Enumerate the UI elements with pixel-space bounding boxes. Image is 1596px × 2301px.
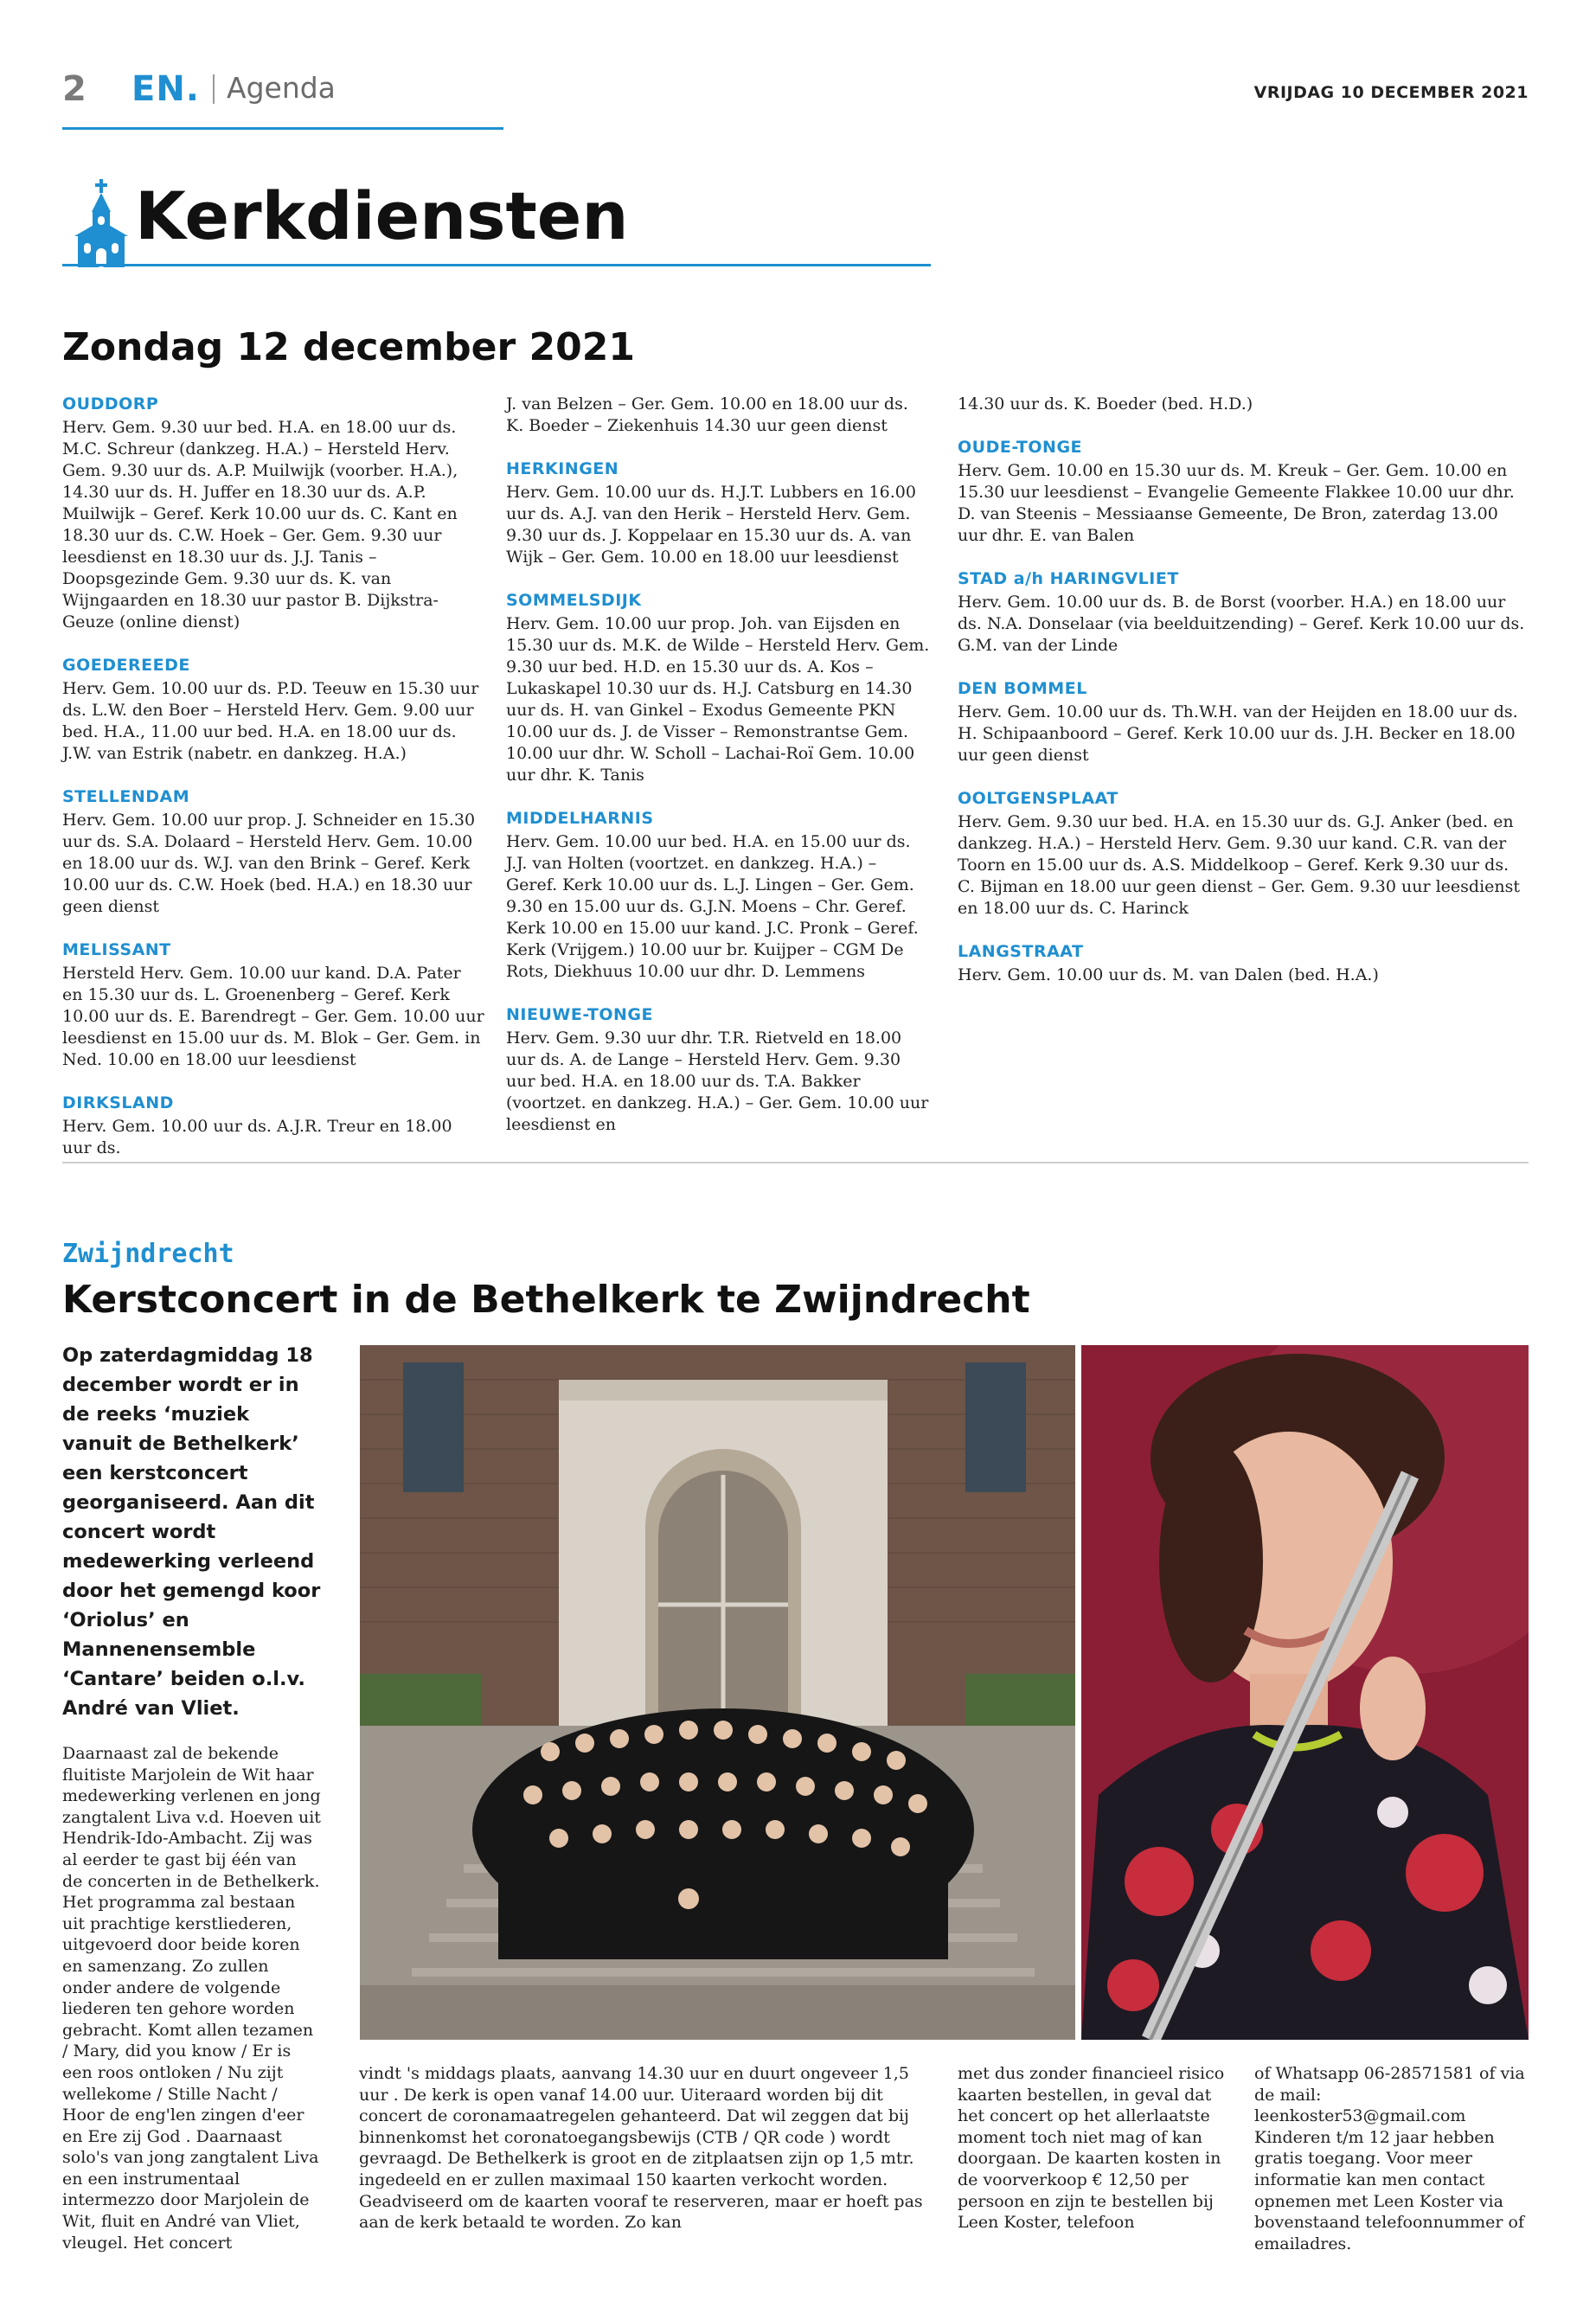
- place-heading: HERKINGEN: [506, 459, 619, 478]
- service-text: Herv. Gem. 10.00 en 15.30 uur ds. M. Kreuk – Ger. Gem. 10.00 en 15.30 uur leesdienst – Evangelie Gemeente Flakkee 10.00 uur dhr. D. van Steenis – Messiaanse Gemeente, De Bron, zaterdag 13.00 uur dhr. E. van Balen: [958, 461, 1515, 545]
- flutist-photo: [1081, 1345, 1529, 2040]
- issue-date: VRIJDAG 10 DECEMBER 2021: [1253, 83, 1529, 102]
- section-divider: [62, 1162, 1529, 1163]
- place-heading: GOEDEREEDE: [62, 656, 190, 675]
- service-text: Herv. Gem. 9.30 uur bed. H.A. en 15.30 uur ds. G.J. Anker (bed. en dankzeg. H.A.) – Hersteld Herv. Gem. 9.30 uur kand. C.R. van der Toorn en 15.00 uur ds. A.S. Middelkoop – Geref. Kerk 9.30 uur ds. C. Bijman en 18.00 uur geen dienst – Ger. Gem. 9.30 uur leesdienst en 18.00 uur ds. C. Harinck: [958, 812, 1521, 918]
- service-text: Herv. Gem. 10.00 uur ds. A.J.R. Treur en 18.00 uur ds.: [62, 1117, 452, 1157]
- header-rule: [62, 127, 503, 130]
- day-heading: Zondag 12 december 2021: [62, 325, 635, 369]
- article-body-col3: met dus zonder financieel risico kaarten bestellen, in geval dat het concert op het allerlaatste moment toch niet mag of kan doorgaan. De kaarten kosten in de voorverkoop € 12,50 per persoon en zijn te bestellen bij Leen Koster, telefoon: [958, 2064, 1225, 2233]
- article-kicker: Zwijndrecht: [62, 1239, 234, 1269]
- service-text: J. van Belzen – Ger. Gem. 10.00 en 18.00 uur ds. K. Boeder – Ziekenhuis 14.30 uur geen dienst: [506, 394, 908, 435]
- article-body-col1: Daarnaast zal de bekende fluitiste Marjolein de Wit haar medewerking verlenen en jong zangtalent Liva v.d. Hoeven uit Hendrik-Ido-Ambacht. Zij was al eerder te gast bij één van de concerten in de Bethelkerk. Het programma zal bestaan uit prachtige kerstliederen, uitgevoerd door beide koren en samenzang. Zo zullen onder andere de volgende liederen ten gehore worden gebracht. Komt allen tezamen / Mary, did you know / Er is een roos ontloken / Nu zijt wellekome / Stille Nacht / Hoor de eng'len zingen d'eer en Ere zij God . Daarnaast solo's van jong zangtalent Liva en een instrumentaal intermezzo door Marjolein de Wit, fluit en André van Vliet, vleugel. Het concert: [62, 1744, 321, 2253]
- service-text: Herv. Gem. 10.00 uur ds. B. de Borst (voorber. H.A.) en 18.00 uur ds. N.A. Donselaar (via beelduitzending) – Geref. Kerk 10.00 uur ds. G.M. van der Linde: [958, 593, 1525, 655]
- choir-photo: [360, 1345, 1075, 2040]
- service-text: Hersteld Herv. Gem. 10.00 uur kand. D.A. Pater en 15.30 uur ds. L. Groenenberg – Geref. Kerk 10.00 uur ds. E. Barendregt – Ger. Gem. 10.00 uur leesdienst en 15.00 uur ds. M. Blok – Ger. Gem. in Ned. 10.00 en 18.00 uur leesdienst: [62, 964, 484, 1069]
- article-title: Kerstconcert in de Bethelkerk te Zwijndrecht: [62, 1278, 1030, 1322]
- service-text: Herv. Gem. 10.00 uur ds. H.J.T. Lubbers en 16.00 uur ds. A.J. van den Herik – Hersteld Herv. Gem. 9.30 uur ds. J. Koppelaar en 15.30 uur ds. A. van Wijk – Ger. Gem. 10.00 en 18.00 uur leesdienst: [506, 483, 916, 567]
- place-heading: OUDE-TONGE: [958, 438, 1083, 457]
- place-heading: OOLTGENSPLAAT: [958, 789, 1118, 808]
- place-heading: DIRKSLAND: [62, 1093, 174, 1112]
- church-icon: [73, 179, 130, 267]
- services-column-1: [62, 394, 486, 1159]
- service-text: Herv. Gem. 10.00 uur prop. J. Schneider en 15.30 uur ds. S.A. Dolaard – Hersteld Herv. Gem. 10.00 en 18.00 uur ds. W.J. van den Brink – Geref. Kerk 10.00 uur ds. C.W. Hoek (bed. H.A.) en 18.30 uur geen dienst: [62, 811, 476, 916]
- place-heading: LANGSTRAAT: [958, 942, 1084, 961]
- service-text: Herv. Gem. 10.00 uur ds. P.D. Teeuw en 15.30 uur ds. L.W. den Boer – Hersteld Herv. Gem. 9.00 uur bed. H.A., 11.00 uur bed. H.A. en 18.00 uur ds. J.W. van Estrik (nabetr. en dankzeg. H.A.): [62, 679, 479, 763]
- service-text: Herv. Gem. 10.00 uur ds. M. van Dalen (bed. H.A.): [958, 965, 1379, 984]
- article-body-col4: of Whatsapp 06-28571581 of via de mail: leenkoster53@gmail.com Kinderen t/m 12 jaar hebben gratis toegang. Voor meer informatie kan men contact opnemen met Leen Koster via bovenstaand telefoonnummer of emailadres.: [1254, 2064, 1525, 2253]
- place-heading: MELISSANT: [62, 940, 171, 959]
- service-text: Herv. Gem. 10.00 uur ds. Th.W.H. van der Heijden en 18.00 uur ds. H. Schipaanboord – Geref. Kerk 10.00 uur ds. J.H. Becker en 18.00 uur geen dienst: [958, 702, 1518, 765]
- place-heading: OUDDORP: [62, 394, 159, 413]
- service-text: Herv. Gem. 9.30 uur bed. H.A. en 18.00 uur ds. M.C. Schreur (dankzeg. H.A.) – Hersteld Herv. Gem. 9.30 uur ds. A.P. Muilwijk (voorber. H.A.), 14.30 uur ds. H. Juffer en 18.30 uur ds. A.P. Muilwijk – Geref. Kerk 10.00 uur ds. C. Kant en 18.30 uur ds. C.W. Hoek – Ger. Gem. 9.30 uur leesdienst en 18.30 uur ds. J.J. Tanis – Doopsgezinde Gem. 9.30 uur ds. K. van Wijngaarden en 18.30 uur pastor B. Dijkstra-Geuze (online dienst): [62, 418, 458, 631]
- services-column-2: [506, 394, 930, 1136]
- service-text: Herv. Gem. 10.00 uur prop. Joh. van Eijsden en 15.30 uur ds. M.K. de Wilde – Hersteld Herv. Gem. 9.30 uur bed. H.D. en 15.30 uur ds. A. Kos – Lukaskapel 10.30 uur ds. H.J. Catsburg en 14.30 uur ds. H. van Ginkel – Exodus Gemeente PKN 10.00 uur ds. J. de Visser – Remonstrantse Gem. 10.00 uur dhr. W. Scholl – Lachai-Roï Gem. 10.00 uur dhr. K. Tanis: [506, 614, 930, 785]
- place-heading: NIEUWE-TONGE: [506, 1005, 653, 1024]
- header-separator: [213, 74, 215, 104]
- section-label: Agenda: [227, 71, 336, 105]
- place-heading: STAD a/h HARINGVLIET: [958, 569, 1179, 588]
- place-heading: STELLENDAM: [62, 787, 190, 806]
- kerkdiensten-title: Kerkdiensten: [135, 177, 629, 254]
- service-text: Herv. Gem. 10.00 uur bed. H.A. en 15.00 uur ds. J.J. van Holten (voortzet. en dankzeg. H.A.) – Geref. Kerk 10.00 uur ds. L.J. Lingen – Ger. Gem. 9.30 en 15.00 uur ds. G.J.N. Moens – Chr. Geref. Kerk 10.00 en 15.00 uur kand. J.C. Pronk – Geref. Kerk (Vrijgem.) 10.00 uur br. Kuijper – CGM De Rots, Diekhuus 10.00 uur dhr. D. Lemmens: [506, 832, 919, 981]
- kerkdiensten-rule: [62, 264, 931, 266]
- service-text: Herv. Gem. 9.30 uur dhr. T.R. Rietveld en 18.00 uur ds. A. de Lange – Hersteld Herv. Gem. 9.30 uur bed. H.A. en 18.00 uur ds. T.A. Bakker (voortzet. en dankzeg. H.A.) – Ger. Gem. 10.00 uur leesdienst en: [506, 1029, 929, 1134]
- place-heading: DEN BOMMEL: [958, 679, 1087, 698]
- article-lead: Op zaterdagmiddag 18 december wordt er in de reeks ‘muziek vanuit de Bethelkerk’ een kerstconcert georganiseerd. Aan dit concert wordt medewerking verleend door het gemengd koor ‘Oriolus’ en Mannenensemble ‘Cantare’ beiden o.l.v. André van Vliet.: [62, 1344, 321, 1720]
- service-text: 14.30 uur ds. K. Boeder (bed. H.D.): [958, 394, 1253, 413]
- services-column-3: [958, 394, 1529, 986]
- place-heading: SOMMELSDIJK: [506, 591, 642, 610]
- newspaper-logo: EN.: [131, 69, 200, 109]
- article-body-col2: vindt 's middags plaats, aanvang 14.30 uur en duurt ongeveer 1,5 uur . De kerk is open vanaf 14.00 uur. Uiteraard worden bij dit concert de coronamaatregelen gehanteerd. Dat wil zeggen dat bij binnenkomst het coronatoegangsbewijs (CTB / QR code ) wordt gevraagd. De Bethelkerk is groot en de zitplaatsen zijn op 1,5 mtr. ingedeeld en er zullen maximaal 150 kaarten verkocht worden. Geadviseerd om de kaarten vooraf te reserveren, maar er hoeft pas aan de kerk betaald te worden. Zo kan: [359, 2064, 923, 2233]
- place-heading: MIDDELHARNIS: [506, 809, 654, 828]
- page-number: 2: [62, 69, 87, 109]
